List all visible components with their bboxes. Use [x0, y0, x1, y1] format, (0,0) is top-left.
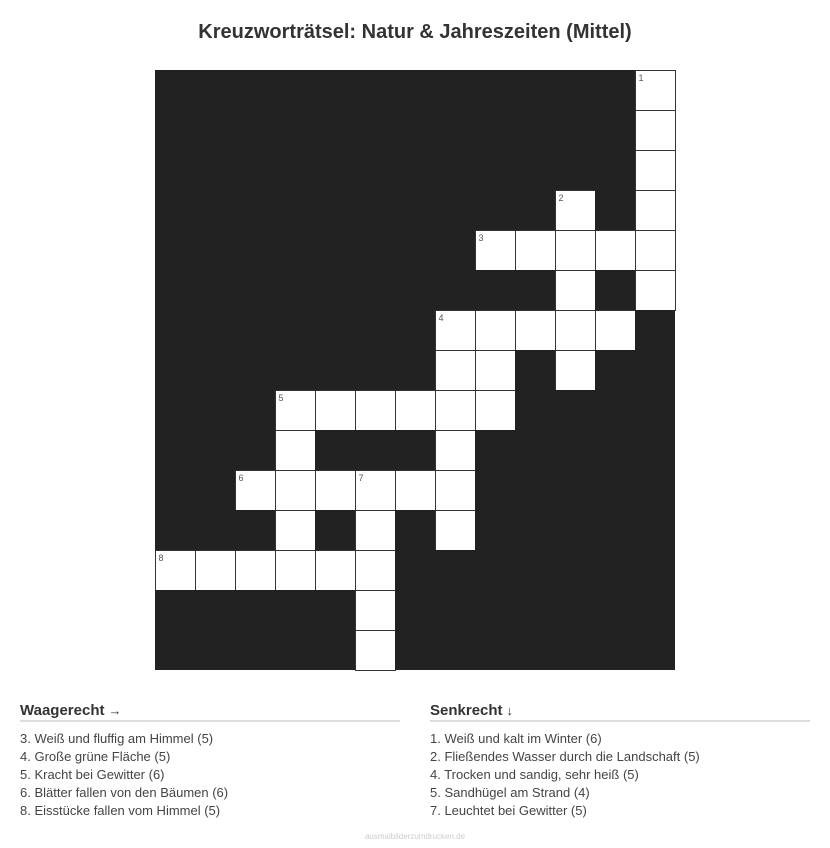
black-cell	[395, 310, 435, 350]
black-cell	[435, 590, 475, 630]
black-cell	[235, 190, 275, 230]
crossword-cell[interactable]	[435, 350, 476, 391]
black-cell	[235, 590, 275, 630]
crossword-cell[interactable]	[275, 390, 316, 431]
crossword-cell[interactable]	[355, 510, 396, 551]
black-cell	[315, 190, 355, 230]
black-cell	[555, 110, 595, 150]
black-cell	[435, 70, 475, 110]
black-cell	[315, 630, 355, 670]
black-cell	[395, 430, 435, 470]
black-cell	[355, 110, 395, 150]
crossword-cell[interactable]	[555, 270, 596, 311]
black-cell	[235, 230, 275, 270]
crossword-cell[interactable]	[315, 470, 356, 511]
black-cell	[515, 430, 555, 470]
crossword-cell[interactable]	[555, 230, 596, 271]
crossword-cell[interactable]	[635, 270, 676, 311]
black-cell	[515, 390, 555, 430]
clue-number: 4	[438, 312, 444, 323]
black-cell	[155, 630, 195, 670]
black-cell	[635, 550, 675, 590]
across-heading: Waagerecht	[20, 702, 105, 719]
clue-number: 6	[238, 472, 244, 483]
crossword-cell[interactable]	[395, 470, 436, 511]
black-cell	[475, 190, 515, 230]
black-cell	[195, 390, 235, 430]
clue-number: 5	[278, 392, 284, 403]
black-cell	[635, 590, 675, 630]
black-cell	[235, 110, 275, 150]
crossword-cell[interactable]	[235, 550, 276, 591]
black-cell	[275, 70, 315, 110]
black-cell	[355, 270, 395, 310]
across-clues	[20, 702, 400, 820]
clue-number: 2	[558, 192, 564, 203]
black-cell	[275, 310, 315, 350]
black-cell	[195, 430, 235, 470]
black-cell	[435, 630, 475, 670]
black-cell	[355, 310, 395, 350]
black-cell	[195, 510, 235, 550]
black-cell	[395, 150, 435, 190]
black-cell	[275, 190, 315, 230]
black-cell	[475, 590, 515, 630]
black-cell	[595, 590, 635, 630]
crossword-cell[interactable]	[355, 390, 396, 431]
crossword-cell[interactable]	[275, 550, 316, 591]
black-cell	[275, 350, 315, 390]
black-cell	[155, 150, 195, 190]
crossword-cell[interactable]	[635, 150, 676, 191]
clue-number: 3	[478, 232, 484, 243]
black-cell	[475, 70, 515, 110]
black-cell	[395, 270, 435, 310]
black-cell	[515, 630, 555, 670]
crossword-cell[interactable]	[475, 390, 516, 431]
black-cell	[195, 110, 235, 150]
black-cell	[515, 150, 555, 190]
black-cell	[595, 550, 635, 590]
black-cell	[435, 150, 475, 190]
down-clues	[430, 702, 810, 820]
clue-number: 8	[158, 552, 164, 563]
black-cell	[635, 350, 675, 390]
black-cell	[475, 430, 515, 470]
black-cell	[395, 190, 435, 230]
black-cell	[195, 470, 235, 510]
crossword-cell[interactable]	[635, 230, 676, 271]
black-cell	[595, 270, 635, 310]
black-cell	[315, 230, 355, 270]
black-cell	[155, 70, 195, 110]
black-cell	[235, 630, 275, 670]
black-cell	[315, 350, 355, 390]
crossword-cell[interactable]	[315, 390, 356, 431]
crossword-cell[interactable]	[635, 70, 676, 111]
crossword-cell[interactable]	[515, 310, 556, 351]
black-cell	[595, 630, 635, 670]
black-cell	[155, 430, 195, 470]
black-cell	[395, 630, 435, 670]
black-cell	[515, 510, 555, 550]
black-cell	[315, 110, 355, 150]
clue-item: 2. Fließendes Wasser durch die Landschaft (5)	[430, 749, 700, 764]
black-cell	[435, 190, 475, 230]
black-cell	[195, 630, 235, 670]
clue-item: 4. Trocken und sandig, sehr heiß (5)	[430, 767, 639, 782]
crossword-cell[interactable]	[355, 590, 396, 631]
black-cell	[355, 350, 395, 390]
crossword-cell[interactable]	[635, 110, 676, 151]
footer-credit: ausmalbilderzumdrucken.de	[364, 832, 466, 841]
black-cell	[595, 470, 635, 510]
crossword-grid	[155, 70, 675, 670]
black-cell	[235, 150, 275, 190]
black-cell	[235, 70, 275, 110]
black-cell	[555, 150, 595, 190]
crossword-cell[interactable]	[555, 310, 596, 351]
black-cell	[435, 110, 475, 150]
black-cell	[635, 630, 675, 670]
black-cell	[195, 230, 235, 270]
arrow-down-icon: ↓	[506, 703, 514, 718]
black-cell	[395, 550, 435, 590]
black-cell	[275, 270, 315, 310]
black-cell	[595, 150, 635, 190]
black-cell	[155, 110, 195, 150]
black-cell	[155, 350, 195, 390]
black-cell	[555, 630, 595, 670]
black-cell	[555, 590, 595, 630]
black-cell	[475, 150, 515, 190]
black-cell	[555, 390, 595, 430]
black-cell	[595, 70, 635, 110]
clue-item: 3. Weiß und fluffig am Himmel (5)	[20, 731, 214, 746]
black-cell	[155, 470, 195, 510]
black-cell	[515, 110, 555, 150]
black-cell	[555, 470, 595, 510]
black-cell	[275, 590, 315, 630]
black-cell	[235, 350, 275, 390]
black-cell	[315, 510, 355, 550]
black-cell	[355, 150, 395, 190]
crossword-cell[interactable]	[435, 510, 476, 551]
crossword-cell[interactable]	[435, 390, 476, 431]
crossword-cell[interactable]	[475, 230, 516, 271]
crossword-cell[interactable]	[355, 630, 396, 671]
black-cell	[515, 270, 555, 310]
black-cell	[195, 350, 235, 390]
black-cell	[595, 510, 635, 550]
crossword-cell[interactable]	[235, 470, 276, 511]
crossword-cell[interactable]	[355, 550, 396, 591]
black-cell	[235, 390, 275, 430]
black-cell	[155, 510, 195, 550]
black-cell	[155, 190, 195, 230]
black-cell	[635, 510, 675, 550]
black-cell	[595, 390, 635, 430]
clue-item: 5. Kracht bei Gewitter (6)	[20, 767, 165, 782]
black-cell	[435, 230, 475, 270]
black-cell	[155, 310, 195, 350]
black-cell	[475, 270, 515, 310]
clue-item: 4. Große grüne Fläche (5)	[20, 749, 171, 764]
crossword-cell[interactable]	[315, 550, 356, 591]
black-cell	[235, 510, 275, 550]
black-cell	[515, 590, 555, 630]
black-cell	[315, 590, 355, 630]
clue-item: 6. Blätter fallen von den Bäumen (6)	[20, 785, 229, 800]
clue-item: 7. Leuchtet bei Gewitter (5)	[430, 803, 587, 818]
black-cell	[315, 430, 355, 470]
black-cell	[155, 390, 195, 430]
crossword-cell[interactable]	[395, 390, 436, 431]
black-cell	[355, 230, 395, 270]
black-cell	[155, 590, 195, 630]
crossword-cell[interactable]	[435, 470, 476, 511]
crossword-cell[interactable]	[435, 310, 476, 351]
crossword-cell[interactable]	[515, 230, 556, 271]
black-cell	[515, 190, 555, 230]
black-cell	[195, 310, 235, 350]
black-cell	[515, 70, 555, 110]
black-cell	[275, 630, 315, 670]
clue-number: 7	[358, 472, 364, 483]
black-cell	[275, 110, 315, 150]
black-cell	[555, 430, 595, 470]
clue-item: 8. Eisstücke fallen vom Himmel (5)	[20, 803, 221, 818]
black-cell	[315, 70, 355, 110]
black-cell	[195, 70, 235, 110]
crossword-cell[interactable]	[595, 310, 636, 351]
black-cell	[195, 590, 235, 630]
black-cell	[635, 470, 675, 510]
crossword-cell[interactable]	[275, 470, 316, 511]
crossword-cell[interactable]	[195, 550, 236, 591]
black-cell	[315, 150, 355, 190]
black-cell	[555, 70, 595, 110]
black-cell	[435, 550, 475, 590]
clue-item: 1. Weiß und kalt im Winter (6)	[430, 731, 602, 746]
black-cell	[235, 270, 275, 310]
crossword-cell[interactable]	[155, 550, 196, 591]
black-cell	[395, 230, 435, 270]
black-cell	[235, 430, 275, 470]
crossword-cell[interactable]	[275, 430, 316, 471]
black-cell	[635, 390, 675, 430]
black-cell	[555, 510, 595, 550]
black-cell	[275, 230, 315, 270]
black-cell	[595, 190, 635, 230]
black-cell	[475, 630, 515, 670]
black-cell	[595, 430, 635, 470]
black-cell	[155, 230, 195, 270]
black-cell	[395, 510, 435, 550]
black-cell	[315, 270, 355, 310]
black-cell	[395, 590, 435, 630]
crossword-cell[interactable]	[595, 230, 636, 271]
black-cell	[195, 150, 235, 190]
black-cell	[355, 190, 395, 230]
black-cell	[395, 70, 435, 110]
down-heading: Senkrecht	[430, 702, 503, 719]
crossword-cell[interactable]	[275, 510, 316, 551]
black-cell	[355, 70, 395, 110]
black-cell	[235, 310, 275, 350]
crossword-cell[interactable]	[355, 470, 396, 511]
black-cell	[315, 310, 355, 350]
black-cell	[395, 110, 435, 150]
black-cell	[595, 350, 635, 390]
black-cell	[275, 150, 315, 190]
black-cell	[195, 190, 235, 230]
clue-number: 1	[638, 72, 644, 83]
black-cell	[515, 550, 555, 590]
crossword-cell[interactable]	[435, 430, 476, 471]
black-cell	[515, 470, 555, 510]
black-cell	[635, 430, 675, 470]
black-cell	[355, 430, 395, 470]
black-cell	[595, 110, 635, 150]
crossword-cell[interactable]	[555, 350, 596, 391]
black-cell	[395, 350, 435, 390]
crossword-cell[interactable]	[475, 310, 516, 351]
arrow-right-icon: →	[108, 703, 122, 718]
black-cell	[475, 470, 515, 510]
black-cell	[635, 310, 675, 350]
black-cell	[555, 550, 595, 590]
black-cell	[475, 510, 515, 550]
crossword-cell[interactable]	[635, 190, 676, 231]
black-cell	[475, 110, 515, 150]
black-cell	[435, 270, 475, 310]
black-cell	[155, 270, 195, 310]
black-cell	[515, 350, 555, 390]
crossword-cell[interactable]	[555, 190, 596, 231]
clue-item: 5. Sandhügel am Strand (4)	[430, 785, 590, 800]
crossword-cell[interactable]	[475, 350, 516, 391]
black-cell	[475, 550, 515, 590]
page-title: Kreuzworträtsel: Natur & Jahreszeiten (Mittel)	[198, 21, 632, 43]
black-cell	[195, 270, 235, 310]
